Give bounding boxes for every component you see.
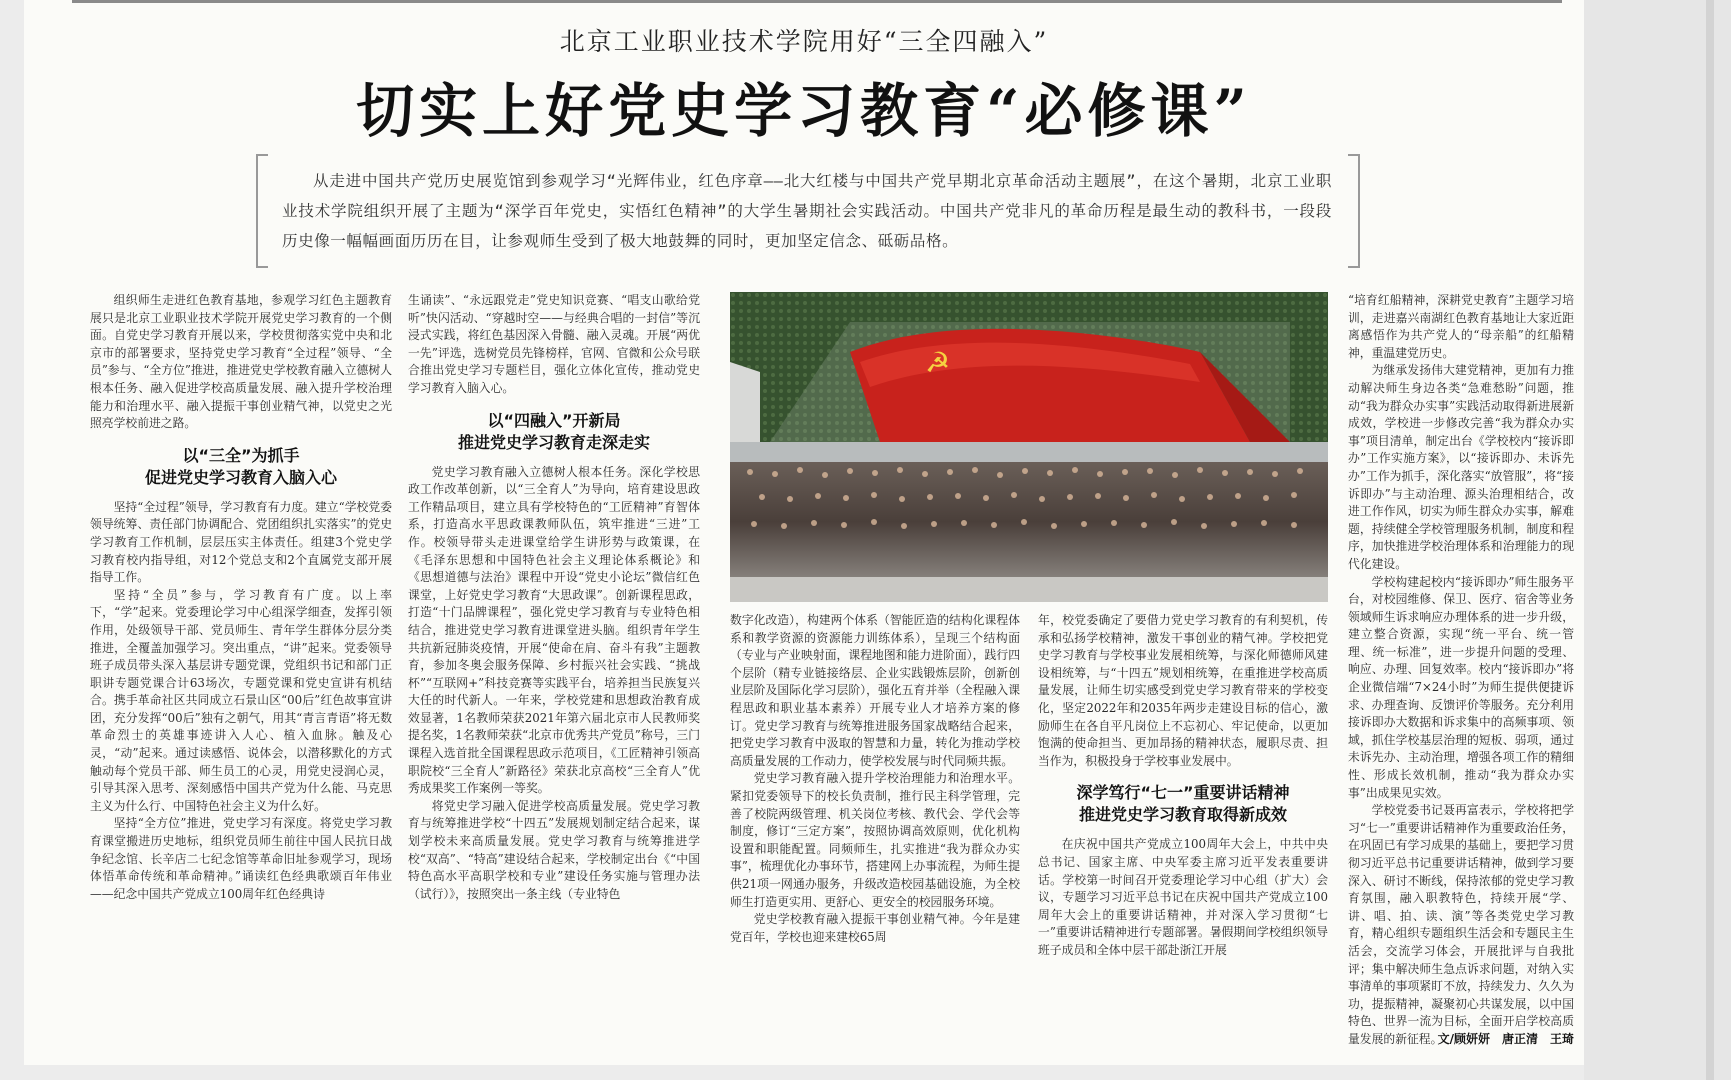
body-paragraph: 坚持“全过程”领导，学习教育有力度。建立“学校党委领导统筹、责任部门协调配合、党团组织扎实落实”的党史学习教育工作机制，层层压实主体责任。组建3个党史学习教育校内指导组，对12个党总支和2个直属党支部开展指导工作。 [90, 499, 392, 585]
body-paragraph: 学校构建起校内“接诉即办”师生服务平台，对校园维修、保卫、医疗、宿舍等业务领域师生诉求响应办理体系的进一步升级，建立整合资源，实现“统一平台、统一管理、统一标准”，进一步提升问题的受理、响应、办理、回复效率。校内“接诉即办”将企业微信端“7×24小时”为师生提供便捷诉求、办理查询、反馈评价等服务。充分利用接诉即办大数据和诉求集中的高频事项、领域，抓住学校基层治理的短板、弱项，通过未诉先办、主动治理，增强各项工作的精细性、形成长效机制，推动“我为群众办实事”出成果见实效。 [1348, 574, 1574, 800]
article-headline: 切实上好党史学习教育“必修课” [356, 77, 1252, 145]
body-paragraph: 数字化改造），构建两个体系（智能匠造的结构化课程体系和教学资源的资源能力训练体系），呈现三个结构面（专业与产业映射面，课程地图和能力进阶面），践行四个层阶（精专业链接络层、企业实践锻炼层阶，创新创业层阶及国际化学习层阶），强化五育并举（全程融入课程思政和职业基本素养）开展专业人才培养方案的修订。党史学习教育与统筹推进服务国家战略结合起来，把党史学习教育中汲取的智慧和力量，转化为推动学校高质量发展的工作动力，使学校发展与时代同频共振。 [730, 613, 1020, 768]
subheading-san-quan: 以“三全”为抓手 促进党史学习教育入脑入心 [144, 445, 337, 487]
body-paragraph: 坚持“全员”参与，学习教育有广度。以上率下，“学”起来。党委理论学习中心组深学细查，发挥引领作用，处级领导干部、党员师生、青年学生群体分层分类推进，全覆盖加强学习。突出重点，“讲”起来。党委领导班子成员带头深入基层讲专题党课，党组织书记和部门正职讲专题党课合计63场次，专题党课和党史宣讲有机结合。携手革命社区共同成立石景山区“00后”红色故事宣讲团，充分发挥“00后”独有之朝气，用其“青言青语”将无数革命烈士的英雄事迹讲入人心、植入血脉。触及心灵，“动”起来。通过读感悟、说体会，以潜移默化的方式触动每个党员干部、师生员工的心灵，用党史浸润心灵，引导其深入思考、深刻感悟中国共产党为什么能、马克思主义为什么行、中国特色社会主义为什么好。 [90, 587, 392, 813]
column-1 [90, 292, 392, 1052]
body-paragraph: 为继承发扬伟大建党精神，更加有力推动解决师生身边各类“急难愁盼”问题，推动“我为群众办实事”实践活动取得新进展新成效，学校进一步修改完善“我为群众办实事”项目清单，制定出台《学校校内“接诉即办”工作实施方案》，以“接诉即办、未诉先办”工作为抓手，深化落实“放管服”，将“接诉即办”与主动治理、源头治理相结合，改进工作作风，切实为师生群众办实事，解难题，持续健全学校管理服务机制，制度和程序，加快推进学校治理体系和治理能力的现代化建设。 [1348, 363, 1574, 571]
top-rule [72, 0, 1562, 3]
article-kicker: 北京工业职业技术学院用好“三全四融入” [559, 27, 1049, 56]
lead-box [256, 156, 1360, 266]
column-4 [1038, 612, 1328, 1032]
body-paragraph: 组织师生走进红色教育基地，参观学习红色主题教育展只是北京工业职业技术学院开展党史学习教育的一个侧面。自党史学习教育开展以来，学校贯彻落实党中央和北京市的部署要求，坚持党史学习教育“全过程”领导、“全员”参与、“全方位”推进，推进党史学校教育融入立德树人根本任务、融入促进学校高质量发展、融入提升学校治理能力和治理水平、融入提振干事创业精气神，以党史之光照亮学校前进之路。 [90, 293, 392, 431]
body-paragraph: “培育红船精神，深耕党史教育”主题学习培训，走进嘉兴南湖红色教育基地让大家近距离感悟作为共产党人的“母亲船”的红船精神，重温建党历史。 [1348, 293, 1574, 360]
body-paragraph: 党史学习教育融入提升学校治理能力和治理水平。紧扣党委领导下的校长负责制，推行民主科学管理，完善了校院两级管理、机关岗位考核、教代会、学代会等制度，修订“三定方案”，按照协调高效原则，优化机构设置和职能配置。同频师生，扎实推进“我为群众办实事”，梳理优化办事环节，搭建网上办事流程，为师生提供21项一网通办服务，升级改造校园基础设施，为全校师生打造更实用、更舒心、更安全的校园服务环境。 [730, 771, 1020, 909]
subheading-si-rongru: 以“四融入”开新局 推进党史学习教育走深走实 [457, 410, 650, 452]
column-3 [730, 612, 1020, 1032]
subheading-qi-yi: 深学笃行“七一”重要讲话精神 推进党史学习教育取得新成效 [1076, 783, 1290, 825]
body-paragraph: 学校党委书记聂再富表示，学校将把学习“七一”重要讲话精神作为重要政治任务，在巩固已有学习成果的基础上，要把学习贯彻习近平总书记重要讲话精神，做到学习要深入、研讨不断线，保持浓郁的党史学习教育氛围，融入职教特色，持续开展“学、讲、唱、拍、读、演”等各类党史学习教育，精心组织专题组织生活会和专题民主生活会，交流学习体会，开展批评与自我批评；集中解决师生急点诉求问题，对纳入实事清单的事项紧盯不放，持续发力、久久为功，提振精神，凝聚初心共谋发展，以中国特色、世界一流为目标，全面开启学校高质量发展的新征程。 [1348, 803, 1574, 1046]
body-paragraph: 生诵读”、“永远跟党走”党史知识竞赛、“唱支山歌给党听”快闪活动、“穿越时空——与经典合唱的一封信”等沉浸式实践，将红色基因深入骨髓、融入灵魂。开展“两优一先”评选，选树党员先锋榜样，官网、官微和公众号联合推出党史学习专题栏目，强化立体化宣传，推动党史学习教育入脑入心。 [408, 293, 700, 395]
newspaper-page [24, 0, 1584, 1065]
lead-paragraph: 从走进中国共产党历史展览馆到参观学习“光辉伟业，红色序章——北大红楼与中国共产党早期北京革命活动主题展”，在这个暑期，北京工业职业技术学院组织开展了主题为“深学百年党史，实悟红色精神”的大学生暑期社会实践活动。中国共产党非凡的革命历程是最生动的教科书，一段段历史像一幅幅画面历历在目，让参观师生受到了极大地鼓舞的同时，更加坚定信念、砥砺品格。 [282, 172, 1332, 250]
body-paragraph: 年，校党委确定了要借力党史学习教育的有利契机，传承和弘扬学校精神，激发干事创业的精气神。学校把党史学习教育与学校事业发展相统筹，与深化师德师风建设相统筹，与“十四五”规划相统筹，在重推进学校高质量发展，让师生切实感受到党史学习教育带来的学校变化，坚定2022年和2035年两步走建设目标的信心，激励师生在各自平凡岗位上不忘初心、牢记使命，以更加饱满的使命担当、更加昂扬的精神状态，履职尽责、担当作为，积极投身于学校事业发展中。 [1038, 613, 1328, 768]
body-paragraph: 在庆祝中国共产党成立100周年大会上，中共中央总书记、国家主席、中央军委主席习近平发表重要讲话。学校第一时间召开党委理论学习中心组（扩大）会议，专题学习习近平总书记在庆祝中国共产党成立100周年大会上的重要讲话精神，并对深入学习贯彻“七一”重要讲话精神进行专题部署。暑假期间学校组织领导班子成员和全体中层干部赴浙江开展 [1038, 837, 1328, 957]
group-photo [730, 292, 1328, 602]
scrollbar[interactable] [1706, 0, 1714, 1080]
svg-text:☭: ☭ [925, 346, 951, 379]
body-paragraph: 坚持“全方位”推进，党史学习有深度。将党史学习教育课堂搬进历史地标，组织党员师生前往中国人民抗日战争纪念馆、长辛店二七纪念馆等革命旧址参观学习，现场体悟革命传统和革命精神。”诵读红色经典歌颂百年伟业——纪念中国共产党成立100周年红色经典诗 [90, 816, 392, 901]
body-paragraph: 将党史学习融入促进学校高质量发展。党史学习教育与统筹推进学校“十四五”发展规划制定结合起来，谋划学校未来高质量发展。党史学习教育与统筹推进学校“双高”、“特高”建设结合起来，学校制定出台《“中国特色高水平高职学校和专业”建设任务实施与管理办法（试行）》，按照突出一条主线（专业特色 [408, 798, 700, 901]
body-paragraph: 党史学校教育融入提振干事创业精气神。今年是建党百年，学校也迎来建校65周 [730, 912, 1020, 944]
column-2 [408, 292, 700, 1058]
group-photo-illustration [730, 292, 1328, 602]
byline: 文/顾妍妍 唐正清 王琦 [1437, 1032, 1574, 1046]
body-paragraph: 党史学习教育融入立德树人根本任务。深化学校思政工作改革创新，以“三全育人”为导向，培育建设思政工作精品项目，建立具有学校特色的“工匠精神”育智体系，打造高水平思政课教师队伍，筑牢推进“三进”工作。校领导带头走进课堂给学生讲形势与政策课，在《毛泽东思想和中国特色社会主义理论体系概论》和《思想道德与法治》课程中开设“党史小论坛”微信红色课堂，上好党史学习教育“大思政课”。创新课程思政，打造“十门品牌课程”，强化党史学习教育与专业特色相结合，推进党史学习教育进课堂进头脑。组织青年学生共抗新冠肺炎疫情，开展“使命在肩、奋斗有我”主题教育，参加冬奥会服务保障、乡村振兴社会实践、“挑战杯”“互联网+”科技竞赛等实践平台，培养担当民族复兴大任的时代新人。一年来，学校党建和思想政治教育成效显著，1名教师荣获2021年第六届北京市人民教师奖提名奖，1名教师荣获“北京市优秀共产党员”称号，三门课程入选首批全国课程思政示范项目，《工匠精神引领高职院校“三全育人”新路径》荣获北京高校“三全育人”优秀成果奖工作案例一等奖。 [408, 464, 700, 796]
